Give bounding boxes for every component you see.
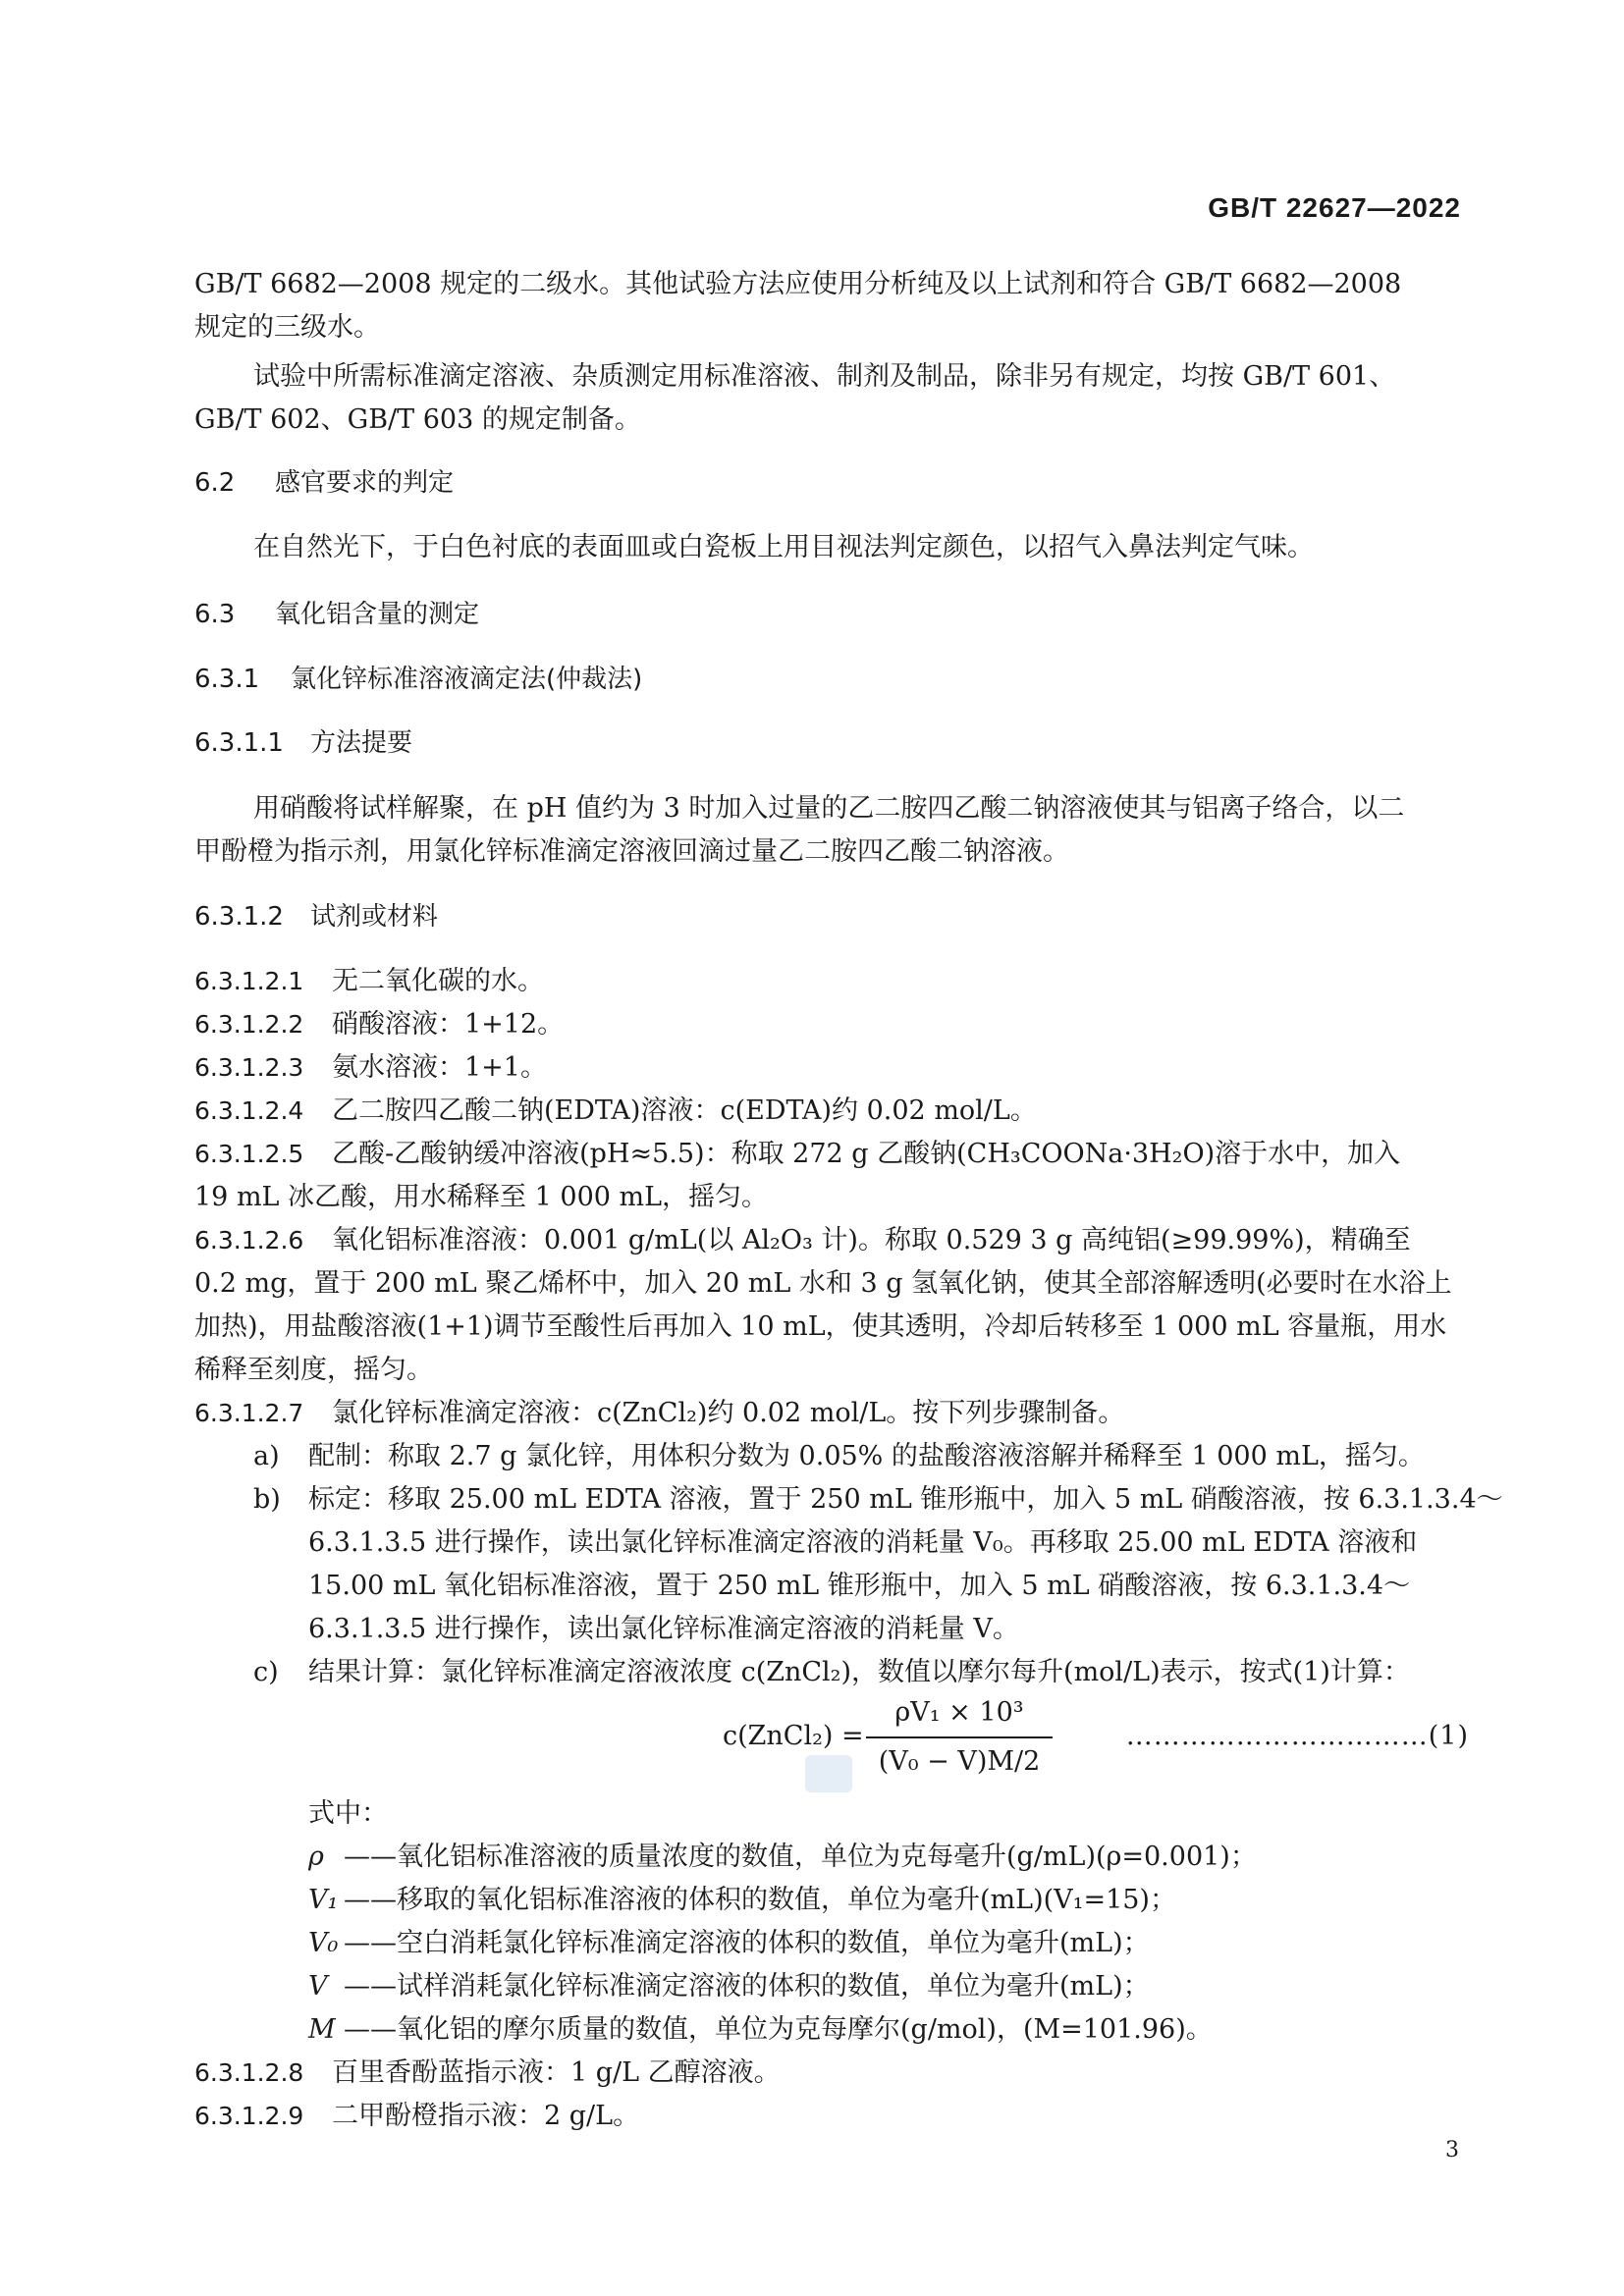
clause-6-3-1-2-5	[194, 1133, 1400, 1176]
clause-number: 6.3.1.2.7	[194, 1399, 304, 1427]
variable-description: ——氧化铝的摩尔质量的数值，单位为克每摩尔(g/mol)，(M=101.96)。	[344, 2014, 1213, 2045]
clause-number: 6.3.1.2.3	[194, 1053, 304, 1082]
step-marker: b)	[253, 1484, 281, 1515]
clause-number: 6.3.1.2.5	[194, 1140, 304, 1168]
step-a	[253, 1435, 1425, 1478]
clause-number: 6.3.1.2.6	[194, 1226, 304, 1255]
clause-number: 6.3.1.2.2	[194, 1010, 304, 1039]
section-number: 6.3.1	[194, 665, 260, 694]
step-marker: a)	[253, 1441, 280, 1471]
section-6-3-1-1-heading	[194, 721, 412, 765]
clause-text: 二甲酚橙指示液：2 g/L。	[332, 2101, 640, 2131]
variable-symbol: V₁	[308, 1885, 339, 1915]
clause-number: 6.3.1.2.9	[194, 2102, 304, 2130]
clause-continuation: 稀释至刻度，摇匀。	[194, 1355, 433, 1385]
equation-number: ……………………………(1)	[1125, 1721, 1469, 1751]
variable-description: ——氧化铝标准溶液的质量浓度的数值，单位为克每毫升(g/mL)(ρ=0.001)；	[344, 1842, 1257, 1872]
formula-fraction	[866, 1691, 1053, 1784]
where-label: 式中：	[308, 1798, 388, 1829]
clause-6-3-1-2-3	[194, 1046, 547, 1090]
clause-continuation: 19 mL 冰乙酸，用水稀释至 1 000 mL，摇匀。	[194, 1182, 769, 1212]
clause-number: 6.3.1.2.1	[194, 967, 304, 995]
fraction-bar	[866, 1736, 1053, 1738]
section-number: 6.3.1.2	[194, 902, 284, 932]
section-title: 试剂或材料	[310, 902, 439, 932]
clause-6-3-1-2-9	[194, 2095, 639, 2138]
variable-definition	[308, 1879, 1176, 1922]
section-title: 感官要求的判定	[275, 468, 455, 498]
method-summary-line: 用硝酸将试样解聚，在 pH 值约为 3 时加入过量的乙二胺四乙酸二钠溶液使其与铝离子络合，以二	[253, 793, 1405, 824]
section-number: 6.3.1.1	[194, 728, 284, 758]
page-number: 3	[1445, 2138, 1459, 2163]
clause-6-3-1-2-6	[194, 1219, 1411, 1262]
section-6-3-heading	[194, 593, 479, 636]
clause-6-3-1-2-2	[194, 1003, 564, 1046]
clause-6-3-1-2-7	[194, 1392, 1124, 1435]
variable-symbol: ρ	[308, 1842, 324, 1872]
clause-number: 6.3.1.2.8	[194, 2058, 304, 2087]
section-6-2-text: 在自然光下，于白色衬底的表面皿或白瓷板上用目视法判定颜色，以招气入鼻法判定气味。	[253, 532, 1314, 562]
clause-text: 无二氧化碳的水。	[332, 966, 544, 996]
step-continuation: 15.00 mL 氧化铝标准溶液，置于 250 mL 锥形瓶中，加入 5 mL 硝酸溶液，按 6.3.1.3.4～	[308, 1571, 1411, 1601]
step-continuation: 6.3.1.3.5 进行操作，读出氯化锌标准滴定溶液的消耗量 V₀。再移取 25.00 mL EDTA 溶液和	[308, 1527, 1418, 1558]
intro-line: GB/T 6682—2008 规定的二级水。其他试验方法应使用分析纯及以上试剂和符合 GB/T 6682—2008	[194, 269, 1402, 299]
clause-text: 硝酸溶液：1+12。	[332, 1009, 565, 1040]
variable-description: ——移取的氧化铝标准溶液的体积的数值，单位为毫升(mL)(V₁=15)；	[344, 1885, 1176, 1915]
variable-definition	[308, 1922, 1150, 1965]
clause-6-3-1-2-8	[194, 2052, 781, 2095]
variable-description: ——空白消耗氯化锌标准滴定溶液的体积的数值，单位为毫升(mL)；	[344, 1928, 1150, 1958]
section-number: 6.3	[194, 600, 236, 629]
clause-text: 乙二胺四乙酸二钠(EDTA)溶液：c(EDTA)约 0.02 mol/L。	[332, 1095, 1037, 1126]
standard-code: GB/T 22627—2022	[1208, 192, 1461, 223]
section-6-3-1-heading	[194, 658, 642, 701]
clause-6-3-1-2-1	[194, 960, 544, 1003]
clause-text: 百里香酚蓝指示液：1 g/L 乙醇溶液。	[332, 2057, 781, 2088]
variable-description: ——试样消耗氯化锌标准滴定溶液的体积的数值，单位为毫升(mL)；	[344, 1971, 1150, 2002]
variable-definition	[308, 1836, 1257, 1879]
section-6-3-1-2-heading	[194, 895, 438, 938]
variable-symbol: V	[308, 1971, 328, 2002]
variable-symbol: M	[308, 2014, 336, 2045]
formula-numerator: ρV₁ × 10³	[894, 1697, 1024, 1728]
clause-text: 乙酸-乙酸钠缓冲溶液(pH≈5.5)：称取 272 g 乙酸钠(CH₃COONa·3H₂O)溶于水中，加入	[332, 1139, 1401, 1169]
clause-number: 6.3.1.2.4	[194, 1096, 304, 1125]
step-text: 标定：移取 25.00 mL EDTA 溶液，置于 250 mL 锥形瓶中，加入 5 mL 硝酸溶液，按 6.3.1.3.4～	[308, 1484, 1503, 1515]
clause-text: 氯化锌标准滴定溶液：c(ZnCl₂)约 0.02 mol/L。按下列步骤制备。	[332, 1398, 1125, 1428]
variable-symbol: V₀	[308, 1928, 339, 1958]
step-text: 结果计算：氯化锌标准滴定溶液浓度 c(ZnCl₂)，数值以摩尔每升(mol/L)表示，按式(1)计算：	[308, 1657, 1410, 1687]
variable-definition	[308, 2008, 1213, 2052]
intro-line: GB/T 602、GB/T 603 的规定制备。	[194, 404, 641, 435]
section-6-2-heading	[194, 461, 454, 505]
clause-text: 氨水溶液：1+1。	[332, 1052, 547, 1083]
method-summary-line: 甲酚橙为指示剂，用氯化锌标准滴定溶液回滴过量乙二胺四乙酸二钠溶液。	[194, 836, 1069, 867]
step-text: 配制：称取 2.7 g 氯化锌，用体积分数为 0.05% 的盐酸溶液溶解并稀释至 1 000 mL，摇匀。	[308, 1441, 1425, 1471]
intro-line: 规定的三级水。	[194, 312, 380, 343]
formula-denominator: (V₀ − V)M/2	[878, 1746, 1041, 1777]
step-b	[253, 1478, 1503, 1522]
section-title: 氯化锌标准溶液滴定法(仲裁法)	[291, 665, 643, 694]
step-c	[253, 1651, 1410, 1694]
clause-text: 氧化铝标准溶液：0.001 g/mL(以 Al₂O₃ 计)。称取 0.529 3 g 高纯铝(≥99.99%)，精确至	[332, 1225, 1411, 1255]
section-title: 氧化铝含量的测定	[275, 600, 480, 629]
formula-lhs: c(ZnCl₂) =	[723, 1721, 864, 1751]
step-continuation: 6.3.1.3.5 进行操作，读出氯化锌标准滴定溶液的消耗量 V。	[308, 1614, 1019, 1644]
clause-continuation: 0.2 mg，置于 200 mL 聚乙烯杯中，加入 20 mL 水和 3 g 氢氧化钠，使其全部溶解透明(必要时在水浴上	[194, 1268, 1452, 1299]
intro-line: 试验中所需标准滴定溶液、杂质测定用标准溶液、制剂及制品，除非另有规定，均按 GB/T 601、	[253, 361, 1396, 392]
section-title: 方法提要	[310, 728, 413, 758]
clause-continuation: 加热)，用盐酸溶液(1+1)调节至酸性后再加入 10 mL，使其透明，冷却后转移至 1 000 mL 容量瓶，用水	[194, 1311, 1447, 1342]
variable-definition	[308, 1965, 1150, 2008]
sac-watermark-logo	[805, 1755, 852, 1792]
clause-6-3-1-2-4	[194, 1090, 1037, 1133]
section-number: 6.2	[194, 468, 236, 498]
step-marker: c)	[253, 1657, 279, 1687]
